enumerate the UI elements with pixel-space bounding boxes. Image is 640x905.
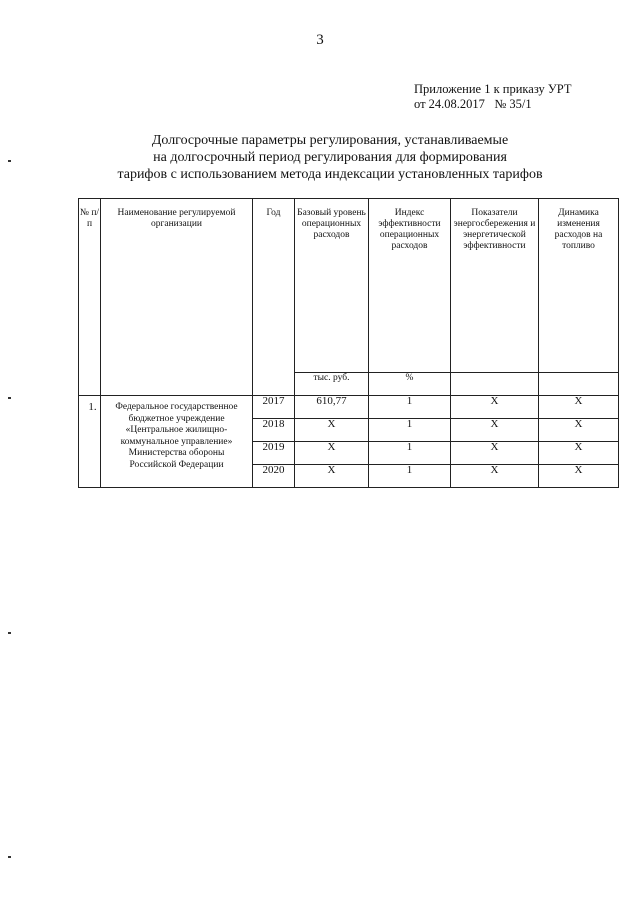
cell-efficiency-index: 1 (369, 465, 451, 488)
title-line-3: тарифов с использованием метода индексации установленных тарифов (117, 167, 543, 182)
cell-efficiency-index: 1 (369, 442, 451, 465)
cell-year: 2018 (253, 419, 295, 442)
cell-base-level: Х (295, 465, 369, 488)
order-number: № 35/1 (494, 97, 532, 111)
cell-energy-saving: Х (451, 419, 539, 442)
header-organization: Наименование регулируемой организации (101, 199, 253, 396)
unit-efficiency-index: % (369, 373, 451, 396)
scan-mark (8, 632, 11, 634)
header-energy-saving: Показатели энергосбережения и энергетической эффективности (451, 199, 539, 373)
title-line-1: Долгосрочные параметры регулирования, устанавливаемые (151, 133, 509, 148)
scan-mark (8, 397, 11, 399)
cell-year: 2019 (253, 442, 295, 465)
cell-base-level: 610,77 (295, 396, 369, 419)
unit-base-level: тыс. руб. (295, 373, 369, 396)
header-base-level: Базовый уровень операционных расходов (295, 199, 369, 373)
cell-efficiency-index: 1 (369, 396, 451, 419)
document-title (60, 132, 600, 183)
scan-mark (8, 856, 11, 858)
parameters-table (78, 198, 619, 488)
header-row (79, 199, 619, 373)
cell-fuel-dynamics: Х (539, 396, 619, 419)
cell-base-level: Х (295, 419, 369, 442)
cell-fuel-dynamics: Х (539, 419, 619, 442)
cell-fuel-dynamics: Х (539, 442, 619, 465)
cell-base-level: Х (295, 442, 369, 465)
title-line-2: на долгосрочный период регулирования для формирования (153, 150, 507, 165)
organization-name: Федеральное государственное бюджетное учреждение «Центральное жилищно-коммунальное управление» Министерства обороны Российской Федерации (101, 396, 253, 488)
order-date: от 24.08.2017 (414, 97, 485, 111)
header-efficiency-index: Индекс эффективности операционных расходов (369, 199, 451, 373)
table-row (79, 396, 619, 419)
cell-energy-saving: Х (451, 465, 539, 488)
cell-year: 2020 (253, 465, 295, 488)
appendix-line: Приложение 1 к приказу УРТ (414, 82, 572, 96)
cell-efficiency-index: 1 (369, 419, 451, 442)
cell-year: 2017 (253, 396, 295, 419)
order-line (414, 97, 572, 112)
unit-energy-saving (451, 373, 539, 396)
page-number: 3 (316, 32, 324, 48)
header-num: № п/п (79, 199, 101, 396)
appendix-reference (414, 82, 572, 112)
cell-energy-saving: Х (451, 396, 539, 419)
header-year: Год (253, 199, 295, 396)
scan-mark (8, 160, 11, 162)
row-number: 1. (79, 396, 101, 488)
cell-fuel-dynamics: Х (539, 465, 619, 488)
cell-energy-saving: Х (451, 442, 539, 465)
unit-fuel-dynamics (539, 373, 619, 396)
header-fuel-dynamics: Динамика изменения расходов на топливо (539, 199, 619, 373)
